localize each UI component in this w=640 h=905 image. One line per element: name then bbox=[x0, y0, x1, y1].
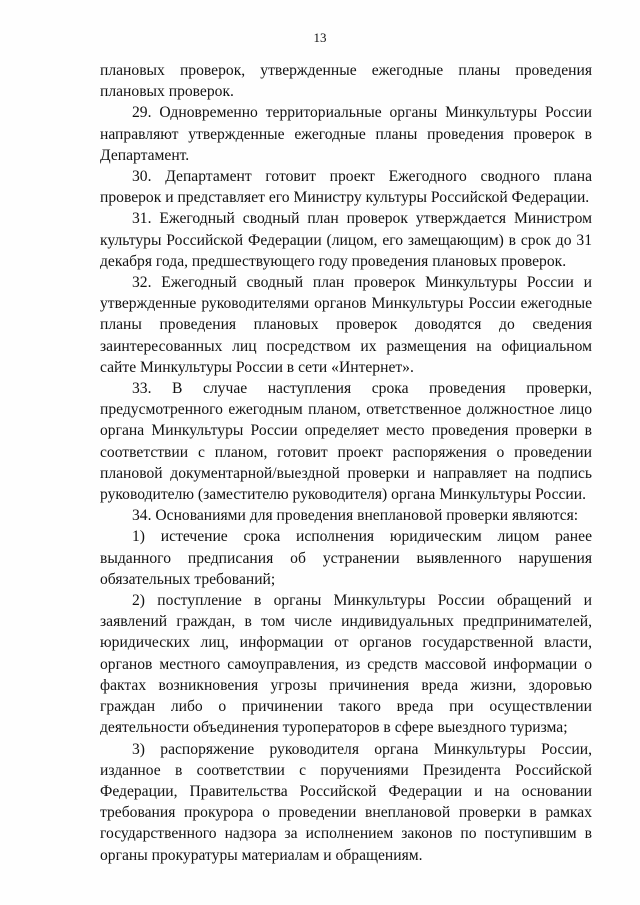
paragraph-33: 33. В случае наступления срока проведения проверки, предусмотренного ежегодным планом, ответственное должностное лицо органа Минкультуры России определяет место проведения проверки в соответствии с планом, готовит проект распоряжения о проведении плановой документарной/выездной проверки и направляет на подпись руководителю (заместителю руководителя) органа Минкультуры России. bbox=[100, 380, 592, 504]
paragraph-29: 29. Одновременно территориальные органы Минкультуры России направляют утвержденные ежегодные планы проведения проверок в Департамент. bbox=[100, 104, 592, 164]
paragraph-31: 31. Ежегодный сводный план проверок утверждается Министром культуры Российской Федерации (лицом, его замещающим) в срок до 31 декабря года, предшествующего году проведения плановых проверок. bbox=[100, 210, 592, 270]
list-item-1: 1) истечение срока исполнения юридическим лицом ранее выданного предписания об устранении выявленного нарушения обязательных требований; bbox=[100, 528, 592, 588]
list-item-3: 3) распоряжение руководителя органа Минкультуры России, изданное в соответствии с поручениями Президента Российской Федерации, Правительства Российской Федерации и на основании требования прокурора о проведении внеплановой проверки в рамках государственного надзора за исполнением законов по поступившим в органы прокуратуры материалам и обращениям. bbox=[100, 740, 592, 864]
paragraph-32: 32. Ежегодный сводный план проверок Минкультуры России и утвержденные руководителями органов Минкультуры России ежегодные планы проведения плановых проверок доводятся до сведения заинтересованных лиц посредством их размещения на официальном сайте Минкультуры России в сети «Интернет». bbox=[100, 274, 592, 376]
paragraph-continuation: плановых проверок, утвержденные ежегодные планы проведения плановых проверок. bbox=[100, 62, 592, 101]
paragraph-34: 34. Основаниями для проведения внеплановой проверки являются: bbox=[132, 507, 579, 525]
paragraph-30: 30. Департамент готовит проект Ежегодного сводного плана проверок и представляет его Министру культуры Российской Федерации. bbox=[100, 168, 592, 207]
document-body bbox=[100, 60, 592, 866]
page-number: 13 bbox=[313, 30, 327, 45]
list-item-2: 2) поступление в органы Минкультуры России обращений и заявлений граждан, в том числе индивидуальных предпринимателей, юридических лиц, информации от органов государственной власти, органов местного самоуправления, из средств массовой информации о фактах возникновения угрозы причинения вреда жизни, здоровью граждан либо о причинении такого вреда при осуществлении деятельности объединения туроператоров в сфере выездного туризма; bbox=[100, 592, 592, 737]
